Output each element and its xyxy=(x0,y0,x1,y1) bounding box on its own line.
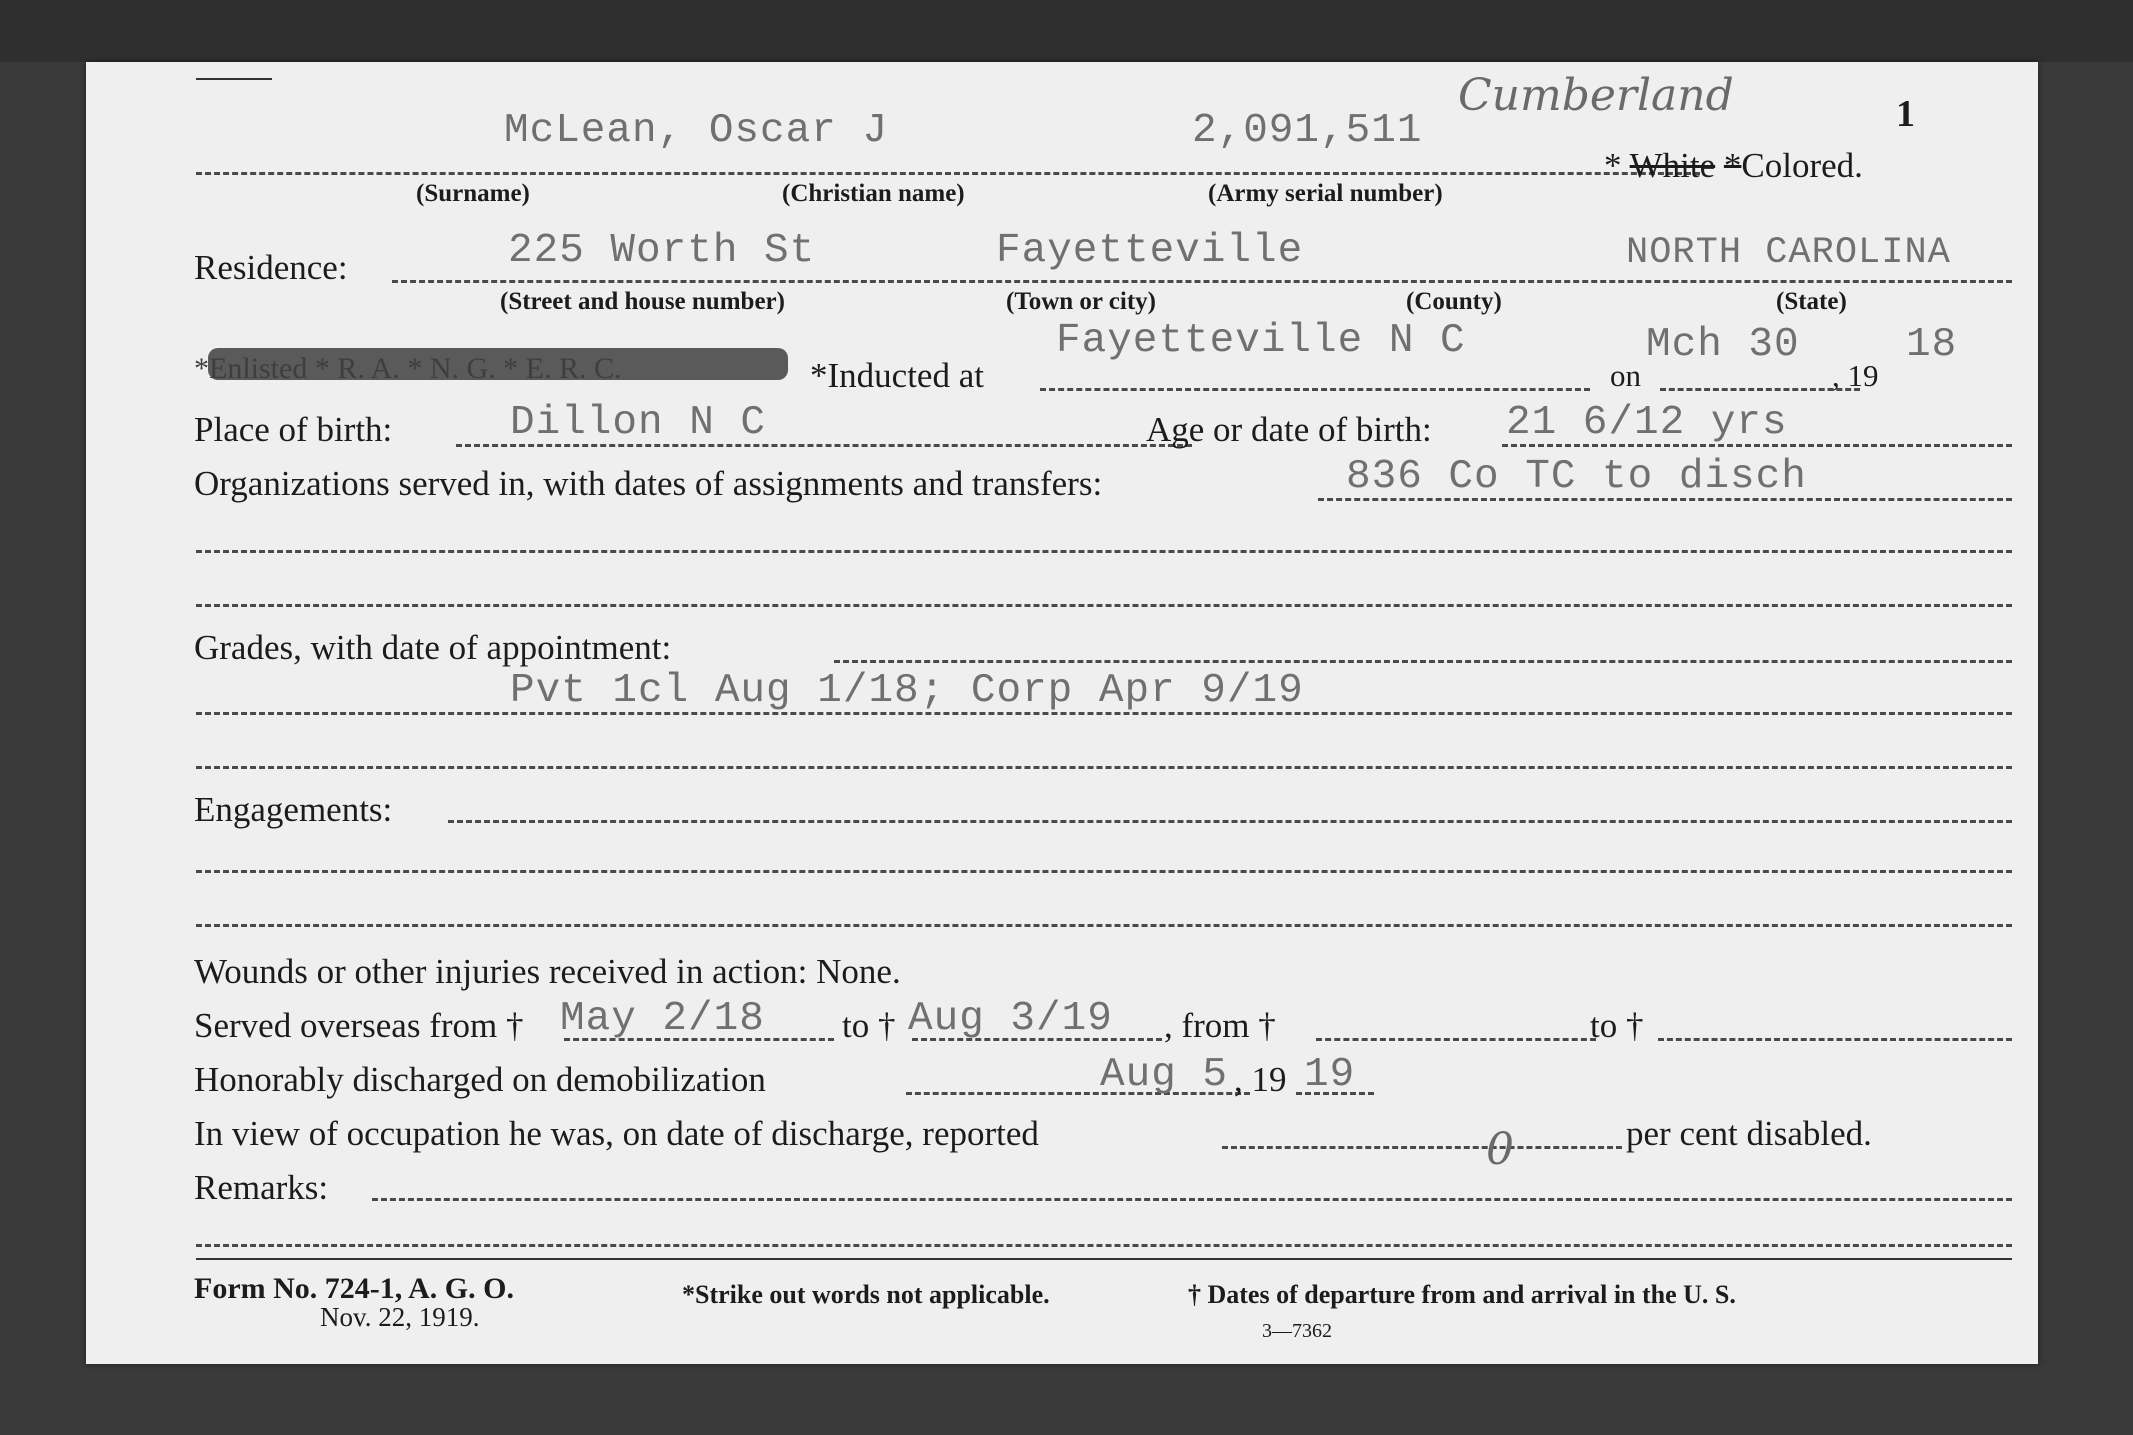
dagger-1: † xyxy=(505,1006,524,1045)
to-text: to xyxy=(842,1006,870,1045)
organizations-line-2 xyxy=(196,550,2012,553)
dagger-4: † xyxy=(1625,1006,1644,1045)
engagements-label: Engagements: xyxy=(194,790,393,829)
enlisted-struck: *Enlisted * R. A. * N. G. * E. R. C. xyxy=(194,352,622,385)
grades-label: Grades, with date of appointment: xyxy=(194,628,672,667)
engagements-line-1 xyxy=(448,820,2012,823)
county-handwritten: Cumberland xyxy=(1458,70,1734,121)
age-value: 21 6/12 yrs xyxy=(1506,400,1788,446)
inducted-year: 18 xyxy=(1906,322,1958,368)
overseas-to-label xyxy=(842,1006,895,1046)
second-to-label xyxy=(1590,1006,1643,1046)
served-from-label xyxy=(194,1006,523,1046)
residence-line xyxy=(392,280,2012,283)
race-colored: Colored. xyxy=(1741,146,1863,185)
draft-record-card xyxy=(86,62,2038,1364)
to-text-2: to xyxy=(1590,1006,1618,1045)
inducted-line xyxy=(1040,388,1590,391)
race-white: White xyxy=(1629,146,1716,185)
year-prefix: , 19 xyxy=(1832,358,1879,393)
engagements-line-3 xyxy=(196,924,2012,927)
surname-value: McLean, Oscar J xyxy=(504,108,889,154)
county-label: (County) xyxy=(1406,288,1502,315)
grades-line-1 xyxy=(834,660,2012,663)
discharge-year-prefix: , 19 xyxy=(1234,1060,1287,1099)
grades-line-3 xyxy=(196,766,2012,769)
overseas-from-line xyxy=(564,1038,834,1041)
remarks-label: Remarks: xyxy=(194,1168,329,1207)
discharge-year-line xyxy=(1296,1092,1374,1095)
on-label: on xyxy=(1610,358,1641,393)
street-value: 225 Worth St xyxy=(508,228,816,274)
top-rule xyxy=(196,78,272,80)
footer-rule xyxy=(196,1258,2012,1260)
card-number: 1 xyxy=(1896,93,1915,135)
inducted-place: Fayetteville N C xyxy=(1056,318,1466,364)
race-field xyxy=(1604,146,1863,186)
form-date: Nov. 22, 1919. xyxy=(320,1302,480,1332)
organization-value: 836 Co TC to disch xyxy=(1346,454,1807,500)
dagger-3: † xyxy=(1258,1006,1276,1045)
overseas-from-value: May 2/18 xyxy=(560,996,765,1042)
second-from-line xyxy=(1316,1038,1596,1041)
remarks-line-2 xyxy=(196,1244,2012,1247)
discharge-year: 19 xyxy=(1304,1052,1356,1098)
serial-value: 2,091,511 xyxy=(1192,108,1423,154)
inducted-date: Mch 30 xyxy=(1646,322,1800,368)
town-value: Fayetteville xyxy=(996,228,1304,274)
race-star2: * xyxy=(1723,146,1742,185)
engagements-line-2 xyxy=(196,870,2012,873)
organizations-line-1 xyxy=(1318,498,2012,501)
strike-note: *Strike out words not applicable. xyxy=(682,1280,1050,1309)
dagger-2: † xyxy=(877,1006,896,1045)
name-line xyxy=(196,172,1700,175)
state-value: NORTH CAROLINA xyxy=(1626,232,1951,274)
age-label: Age or date of birth: xyxy=(1146,410,1432,449)
remarks-line-1 xyxy=(372,1198,2012,1201)
surname-label: (Surname) xyxy=(416,180,530,207)
served-from-text: Served overseas from xyxy=(194,1006,498,1045)
race-star: * xyxy=(1604,146,1622,185)
discharge-date: Aug 5 xyxy=(1100,1052,1229,1098)
street-label: (Street and house number) xyxy=(500,288,785,315)
state-label: (State) xyxy=(1776,288,1847,315)
serial-label: (Army serial number) xyxy=(1208,180,1443,207)
birth-place-value: Dillon N C xyxy=(510,400,767,446)
disabled-line xyxy=(1222,1146,1622,1149)
christian-label: (Christian name) xyxy=(782,180,965,207)
discharged-label: Honorably discharged on demobilization xyxy=(194,1060,766,1099)
overseas-to-value: Aug 3/19 xyxy=(908,996,1113,1042)
residence-label: Residence: xyxy=(194,248,348,287)
from-text: , from xyxy=(1164,1006,1250,1045)
birth-place-line xyxy=(456,444,1192,447)
form-number: Form No. 724-1, A. G. O. xyxy=(194,1272,514,1305)
grades-value: Pvt 1cl Aug 1/18; Corp Apr 9/19 xyxy=(510,668,1304,714)
wounds-label: Wounds or other injuries received in action: None. xyxy=(194,952,901,991)
occupation-label: In view of occupation he was, on date of discharge, reported xyxy=(194,1114,1039,1153)
organizations-line-3 xyxy=(196,604,2012,607)
from-label xyxy=(1164,1006,1276,1046)
dagger-note: † Dates of departure from and arrival in the U. S. xyxy=(1188,1280,1736,1309)
scan-background xyxy=(0,0,2133,62)
inducted-date-line xyxy=(1660,388,1860,391)
disabled-value: 0 xyxy=(1486,1124,1514,1175)
birth-place-label: Place of birth: xyxy=(194,410,393,449)
overseas-to-line xyxy=(912,1038,1162,1041)
organizations-label: Organizations served in, with dates of assignments and transfers: xyxy=(194,464,1103,503)
second-to-line xyxy=(1658,1038,2012,1041)
age-line xyxy=(1502,444,2012,447)
grades-line-2 xyxy=(196,712,2012,715)
town-label: (Town or city) xyxy=(1006,288,1156,315)
form-code: 3—7362 xyxy=(1262,1320,1332,1342)
inducted-label: *Inducted at xyxy=(810,356,984,395)
disabled-label: per cent disabled. xyxy=(1626,1114,1872,1153)
